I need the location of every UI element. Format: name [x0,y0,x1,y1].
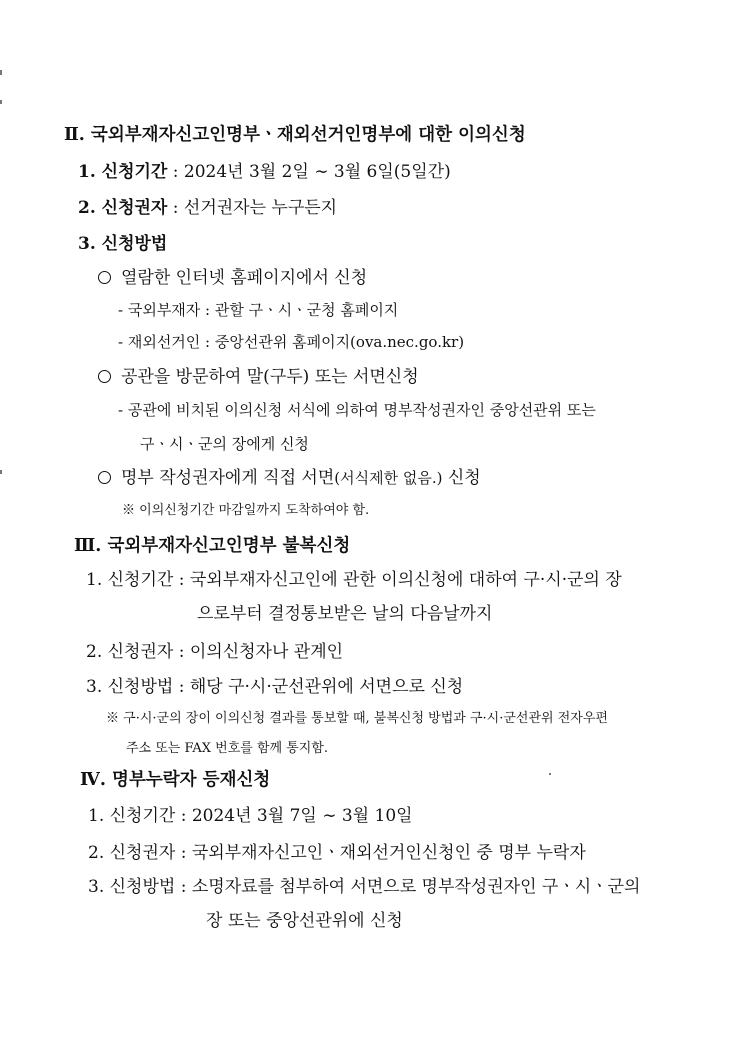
s2-method-3 [98,467,481,489]
s2-item-2 [78,197,337,219]
circle-bullet-icon [98,370,111,383]
s2-item-1 [78,161,451,183]
s2-method-2-text: 공관을 방문하여 말(구두) 또는 서면신청 [121,367,419,387]
s2-item-1-label: 1. 신청기간 [78,162,168,182]
s3-note: ※ 구·시·군의 장이 이의신청 결과를 통보할 때, 불복신청 방법과 구·시·군선관위 전자우편 [106,711,608,726]
s3-item-1: 1. 신청기간 : 국외부재자신고인에 관한 이의신청에 대하여 구·시·군의 장 [86,570,622,590]
scan-edge-mark [549,773,551,775]
s2-method-1-detail-2: - 재외선거인 : 중앙선관위 홈페이지(ova.nec.go.kr) [118,333,465,351]
s2-item-2-label: 2. 신청권자 [78,198,168,218]
scan-edge-mark [0,100,2,104]
s2-note: ※ 이의신청기간 마감일까지 도착하여야 함. [122,503,370,518]
s4-item-2: 2. 신청권자 : 국외부재자신고인ㆍ재외선거인신청인 중 명부 누락자 [88,843,586,863]
s4-item-3: 3. 신청방법 : 소명자료를 첨부하여 서면으로 명부작성권자인 구ㆍ시ㆍ군의 [88,877,641,897]
s2-method-3-text-b: (서식제한 없음.) [334,469,443,487]
s2-item-3-label: 3. 신청방법 [78,234,168,254]
section-4-title: Ⅳ. 명부누락자 등재신청 [80,770,271,790]
s2-method-2 [98,366,419,388]
s2-method-2-detail-1: - 공관에 비치된 이의신청 서식에 의하여 명부작성권자인 중앙선관위 또는 [118,401,596,419]
s3-note-b: 주소 또는 FAX 번호를 함께 통지함. [126,741,329,756]
s4-item-3b: 장 또는 중앙선관위에 신청 [206,911,403,931]
section-3-title: Ⅲ. 국외부재자신고인명부 불복신청 [74,536,351,556]
s4-item-1: 1. 신청기간 : 2024년 3월 7일 ∼ 3월 10일 [88,806,413,826]
s2-method-2-detail-1b: 구ㆍ시ㆍ군의 장에게 신청 [140,435,309,453]
s3-item-1b: 으로부터 결정통보받은 날의 다음날까지 [197,604,493,624]
s2-item-2-value: : 선거권자는 누구든지 [167,198,338,218]
s2-method-3-text-c: 신청 [442,468,481,488]
circle-bullet-icon [98,271,111,284]
s2-method-1 [98,267,367,289]
section-2-title: Ⅱ. 국외부재자신고인명부ㆍ재외선거인명부에 대한 이의신청 [64,125,526,145]
s2-method-3-text-a: 명부 작성권자에게 직접 서면 [121,468,335,488]
s3-item-2: 2. 신청권자 : 이의신청자나 관계인 [86,642,344,662]
s2-method-1-detail-1: - 국외부재자 : 관할 구ㆍ시ㆍ군청 홈페이지 [118,301,399,319]
circle-bullet-icon [98,471,111,484]
s2-item-1-value: : 2024년 3월 2일 ∼ 3월 6일(5일간) [167,162,451,182]
s2-method-1-text: 열람한 인터넷 홈페이지에서 신청 [121,268,368,288]
scan-edge-mark [0,470,2,474]
s3-item-3: 3. 신청방법 : 해당 구·시·군선관위에 서면으로 신청 [86,677,464,697]
scan-edge-mark [0,70,2,75]
